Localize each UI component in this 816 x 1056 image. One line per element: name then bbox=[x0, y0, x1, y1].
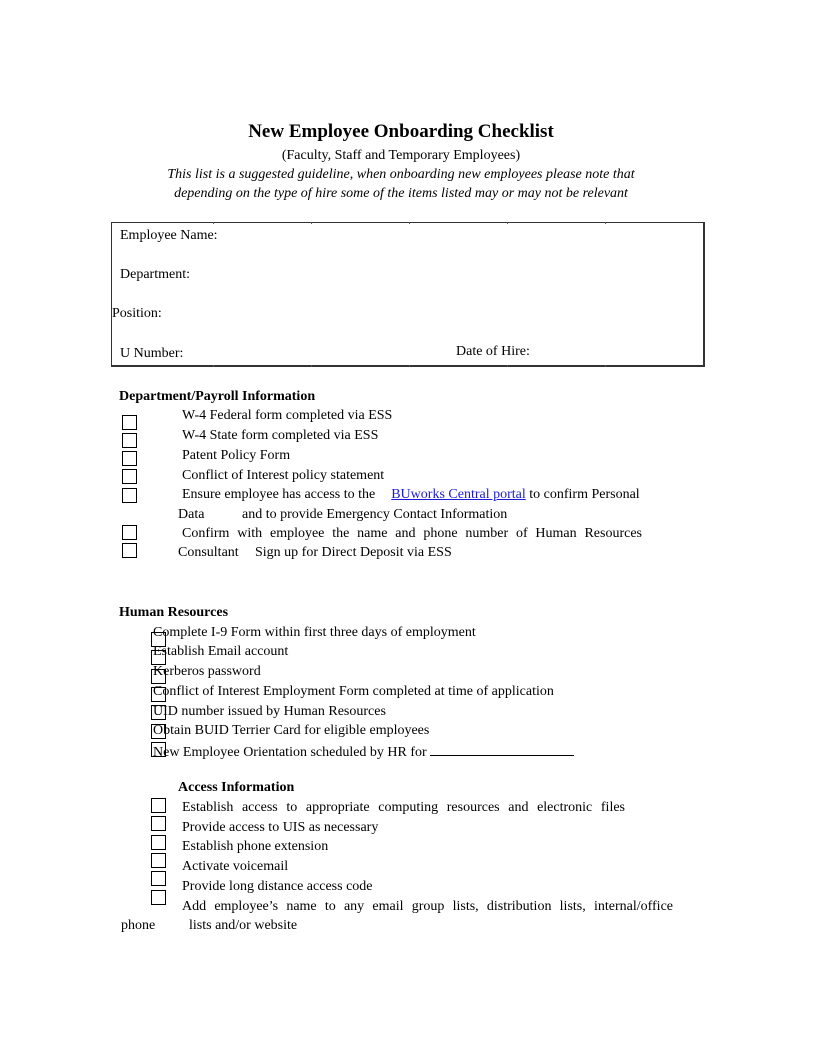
access-item: Provide access to UIS as necessary bbox=[182, 820, 379, 835]
payroll-item: W-4 State form completed via ESS bbox=[182, 428, 379, 443]
grid-tick bbox=[409, 222, 410, 224]
hr-item: Kerberos password bbox=[153, 664, 261, 679]
portal-access-post: to confirm Personal bbox=[529, 487, 640, 502]
consultant-label: Consultant bbox=[178, 545, 239, 560]
date-of-hire-label: Date of Hire: bbox=[456, 344, 530, 359]
access-section-heading: Access Information bbox=[178, 780, 295, 795]
confirm-hr-contact-checkbox[interactable] bbox=[122, 525, 137, 540]
w4-federal-checkbox[interactable] bbox=[122, 415, 137, 430]
grid-tick bbox=[507, 365, 508, 367]
employee-name-label: Employee Name: bbox=[120, 228, 218, 243]
email-group-lists-checkbox[interactable] bbox=[151, 890, 166, 905]
payroll-item: Conflict of Interest policy statement bbox=[182, 468, 385, 483]
grid-tick bbox=[409, 365, 410, 367]
direct-deposit-checkbox[interactable] bbox=[122, 543, 137, 558]
hr-item: Establish Email account bbox=[153, 644, 289, 659]
email-group-lists-phone: phone bbox=[121, 918, 156, 933]
patent-policy-checkbox[interactable] bbox=[122, 451, 137, 466]
conflict-of-interest-checkbox[interactable] bbox=[122, 469, 137, 484]
orientation-text bbox=[153, 742, 574, 762]
confirm-hr-contact-text: Confirm with employee the name and phone number of Human Resources bbox=[182, 526, 642, 541]
long-distance-code-checkbox[interactable] bbox=[151, 871, 166, 886]
grid-tick bbox=[213, 222, 214, 224]
portal-access-checkbox[interactable] bbox=[122, 488, 137, 503]
direct-deposit-text: Sign up for Direct Deposit via ESS bbox=[255, 545, 452, 560]
phone-extension-checkbox[interactable] bbox=[151, 835, 166, 850]
uis-access-checkbox[interactable] bbox=[151, 816, 166, 831]
hr-item: Obtain BUID Terrier Card for eligible employees bbox=[153, 723, 430, 738]
guideline-note-line-1: This list is a suggested guideline, when onboarding new employees please note that bbox=[167, 167, 635, 182]
hr-section-heading: Human Resources bbox=[119, 605, 229, 620]
grid-tick bbox=[311, 222, 312, 224]
grid-tick bbox=[213, 365, 214, 367]
grid-tick bbox=[605, 222, 606, 224]
hr-item: New Employee Orientation scheduled by HR for bbox=[153, 745, 427, 760]
access-item: Activate voicemail bbox=[182, 859, 289, 874]
email-group-lists-text: Add employee’s name to any email group lists, distribution lists, internal/office bbox=[182, 899, 673, 914]
payroll-item: W-4 Federal form completed via ESS bbox=[182, 408, 393, 423]
payroll-section-heading: Department/Payroll Information bbox=[119, 389, 316, 404]
buworks-portal-link[interactable]: BUworks Central portal bbox=[391, 487, 526, 502]
payroll-item: Patent Policy Form bbox=[182, 448, 291, 463]
portal-access-pre: Ensure employee has access to the bbox=[182, 487, 376, 502]
position-label: Position: bbox=[112, 306, 162, 321]
page-title: New Employee Onboarding Checklist bbox=[248, 121, 554, 142]
portal-access-line2-b: and to provide Emergency Contact Information bbox=[242, 507, 508, 522]
orientation-date-blank[interactable] bbox=[430, 742, 574, 756]
grid-tick bbox=[311, 365, 312, 367]
department-label: Department: bbox=[120, 267, 190, 282]
hr-item: Complete I-9 Form within first three days of employment bbox=[153, 625, 476, 640]
u-number-label: U Number: bbox=[120, 346, 184, 361]
voicemail-checkbox[interactable] bbox=[151, 853, 166, 868]
page-subtitle: (Faculty, Staff and Temporary Employees) bbox=[281, 148, 521, 163]
hr-item: UID number issued by Human Resources bbox=[153, 704, 386, 719]
guideline-note-line-2: depending on the type of hire some of the items listed may or may not be relevant bbox=[174, 186, 628, 201]
portal-access-line2-a: Data bbox=[178, 507, 205, 522]
computing-access-checkbox[interactable] bbox=[151, 798, 166, 813]
portal-access-text bbox=[182, 486, 640, 504]
access-item: Establish access to appropriate computing resources and electronic files bbox=[182, 800, 625, 815]
access-item: Provide long distance access code bbox=[182, 879, 373, 894]
w4-state-checkbox[interactable] bbox=[122, 433, 137, 448]
access-item: Establish phone extension bbox=[182, 839, 329, 854]
hr-item: Conflict of Interest Employment Form completed at time of application bbox=[153, 684, 554, 699]
grid-tick bbox=[507, 222, 508, 224]
grid-tick bbox=[605, 365, 606, 367]
email-group-lists-text-line2: lists and/or website bbox=[189, 918, 298, 933]
